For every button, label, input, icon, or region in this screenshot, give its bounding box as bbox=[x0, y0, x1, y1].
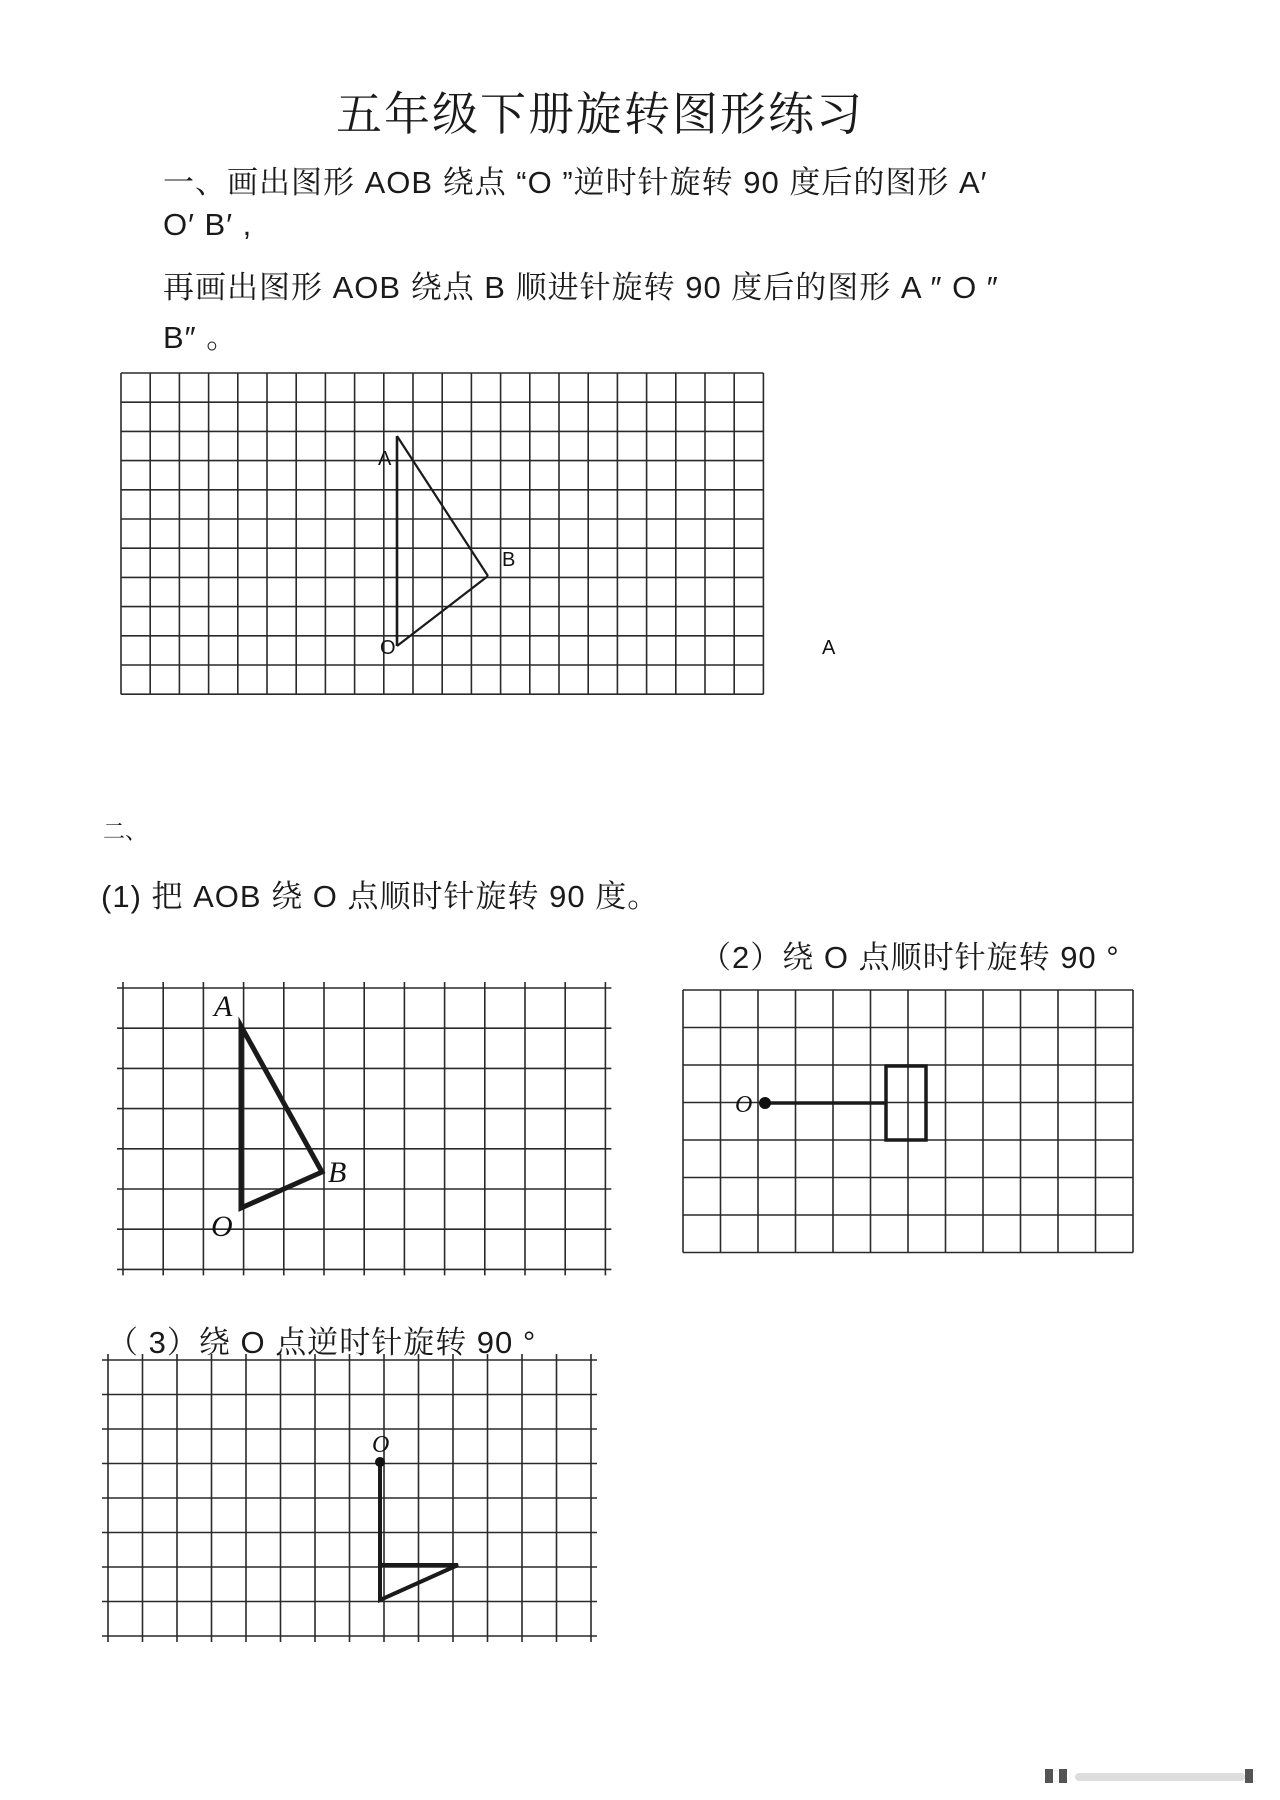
label-o-q2: O bbox=[735, 1092, 753, 1118]
label-b: B bbox=[502, 549, 516, 571]
label-o-q1: O bbox=[211, 1210, 233, 1243]
question-1-line-1: 一、画出图形 AOB 绕点 “O ”逆时针旋转 90 度后的图形 A′ bbox=[163, 165, 988, 200]
label-o: O bbox=[380, 637, 396, 659]
question-1-line-2: O′ B′ , bbox=[163, 207, 253, 242]
page-title: 五年级下册旋转图形练习 bbox=[336, 87, 864, 141]
label-o-q3: O bbox=[372, 1432, 390, 1458]
figure-2-triangle bbox=[241, 1026, 322, 1208]
question-1-line-4: B″ 。 bbox=[163, 320, 239, 355]
watermark-bar bbox=[1045, 1767, 1255, 1785]
question-1-line-3: 再画出图形 AOB 绕点 B 顺进针旋转 90 度后的图形 A ″ O ″ bbox=[163, 270, 999, 305]
label-b-q1: B bbox=[328, 1156, 347, 1189]
grid-3 bbox=[683, 990, 1133, 1253]
figure-4-shape bbox=[375, 1457, 458, 1600]
grid-4 bbox=[102, 1354, 597, 1642]
grid-1 bbox=[121, 373, 763, 694]
question-2-3-text: （ 3）绕 O 点逆时针旋转 90 ° bbox=[107, 1325, 537, 1360]
label-a-right: A bbox=[822, 637, 836, 659]
section-2-heading: 二、 bbox=[103, 819, 148, 844]
question-2-1-text: (1) 把 AOB 绕 O 点顺时针旋转 90 度。 bbox=[101, 879, 660, 914]
question-2-2-text: （2）绕 O 点顺时针旋转 90 ° bbox=[700, 940, 1120, 975]
grid-2 bbox=[117, 982, 611, 1275]
label-a: A bbox=[378, 448, 392, 470]
label-a-q1: A bbox=[214, 990, 233, 1023]
